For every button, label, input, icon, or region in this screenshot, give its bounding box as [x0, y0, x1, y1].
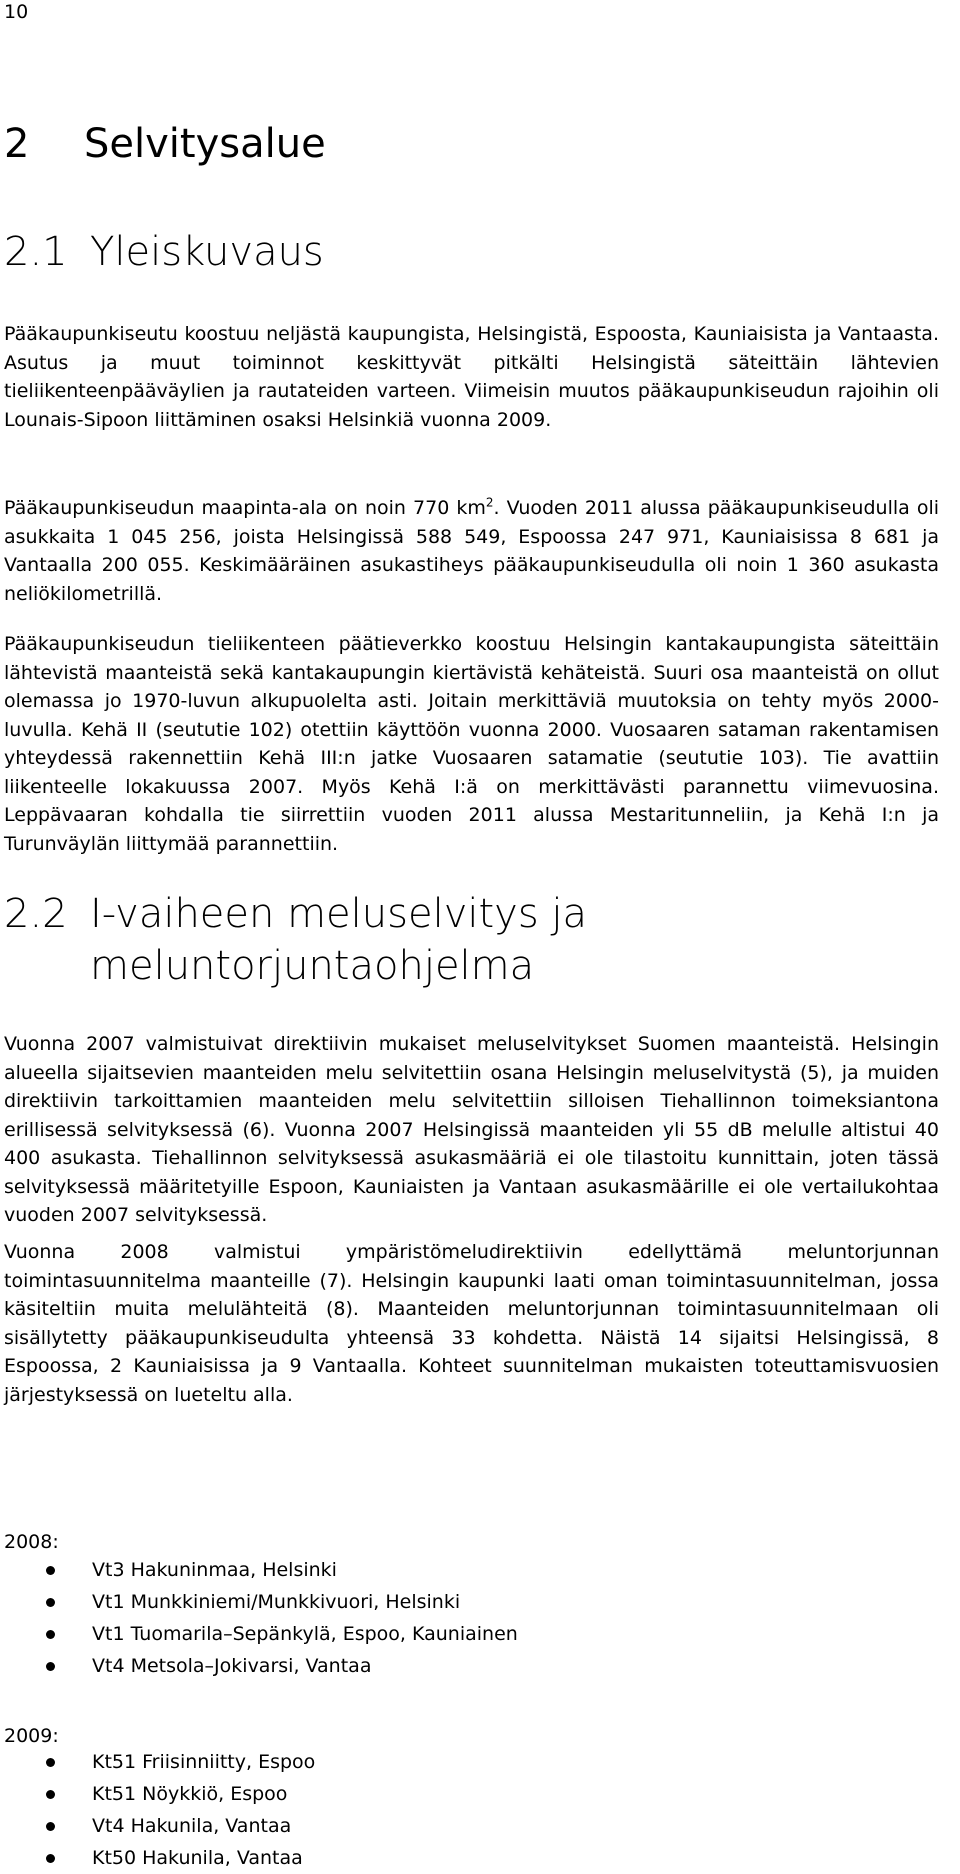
paragraph: Vuonna 2008 valmistui ympäristömeludirektiivin edellyttämä meluntorjunnan toimintasuunnitelma maanteille (7). Helsingin kaupunki laati oman toimintasuunnitelman, jossa käsiteltiin muita melulähteitä (8). Maanteiden meluntorjunnan toimintasuunnitelmaan oli sisällytetty pääkaupunkiseudulta yhteensä 33 kohdetta. Näistä 14 sijaitsi Helsingissä, 8 Espoossa, 2 Kauniaisissa ja 9 Vantaalla. Kohteet suunnitelman mukaisten toteuttamisvuosien järjestyksessä on lueteltu alla.	[4, 1241, 939, 1406]
list-item-text: Vt4 Metsola–Jokivarsi, Vantaa	[92, 1655, 372, 1677]
section-title-line-1: I-vaiheen meluselvitys ja	[90, 891, 588, 937]
paragraph: Vuonna 2007 valmistuivat direktiivin mukaiset meluselvitykset Suomen maanteistä. Helsingin alueella sijaitsevien maanteiden melu selvitettiin osana Helsingin meluselvitystä (5), ja muiden direktiivin tarkoittamien maanteiden melu selvitettiin silloisen Tiehallinnon toimeksiantona erillisessä selvityksessä (6). Vuonna 2007 Helsingissä maanteiden yli 55 dB melulle altistui 40 400 asukasta. Tiehallinnon selvityksessä asukasmääriä ei ole tilastoitu kunnittain, joten tässä selvityksessä määritetyille Espoon, Kauniaisten ja Vantaan asukasmäärille ei ole vertailukohtaa vuoden 2007 selvityksessä.	[4, 1033, 939, 1226]
bullet-list-2009	[0, 1746, 315, 1874]
list-item	[0, 1554, 518, 1586]
list-label-2008: 2008:	[4, 1531, 59, 1553]
paragraph-area	[4, 494, 939, 608]
list-item	[0, 1586, 518, 1618]
list-label-2009: 2009:	[4, 1725, 59, 1747]
area-suffix: .	[493, 497, 507, 519]
bullet-icon	[46, 1630, 55, 1639]
section-title: Yleiskuvaus	[90, 229, 324, 275]
paragraph: Pääkaupunkiseudun tieliikenteen päätieverkko koostuu Helsingin kantakaupungista säteittäin lähtevistä maanteistä sekä kantakaupungin kiertävistä kehäteistä. Suuri osa maanteistä on ollut olemassa jo 1970-luvun alkupuolelta asti. Joitain merkittäviä muutoksia on tehty myös 2000-luvulla. Kehä II (seututie 102) otettiin käyttöön vuonna 2000. Vuosaaren sataman rakentamisen yhteydessä rakennettiin Kehä III:n jatke Vuosaaren satamatie (seututie 103). Tie avattiin liikenteelle lokakuussa 2007. Myös Kehä I:ä on merkittävästi parannettu viimevuosina. Leppävaaran kohdalla tie siirrettiin vuoden 2011 alussa Mestaritunneliin, ja Kehä I:n ja Turunväylän liittymää parannettiin.	[4, 633, 939, 855]
area-text: Pääkaupunkiseudun maapinta-ala on noin 770 km	[4, 497, 486, 519]
list-item	[0, 1618, 518, 1650]
chapter-title: Selvitysalue	[84, 121, 326, 167]
paragraph: Pääkaupunkiseutu koostuu neljästä kaupungista, Helsingistä, Espoosta, Kauniaisista ja Vantaasta. Asutus ja muut toiminnot keskittyvät pitkälti Helsingistä säteittäin lähtevien tieliikenteenpääväylien ja rautateiden varteen. Viimeisin muutos pääkaupunkiseudun rajoihin oli Lounais-Sipoon liittäminen osaksi Helsinkiä vuonna 2009.	[4, 323, 939, 431]
section-number: 2.1	[4, 229, 68, 275]
list-item-text: Kt51 Nöykkiö, Espoo	[92, 1783, 288, 1805]
chapter-number: 2	[4, 121, 30, 167]
bullet-icon	[46, 1662, 55, 1671]
bullet-icon	[46, 1790, 55, 1799]
bullet-list-2008	[0, 1554, 518, 1682]
list-item	[0, 1746, 315, 1778]
list-item-text: Vt3 Hakuninmaa, Helsinki	[92, 1559, 337, 1581]
page-number: 10	[4, 1, 29, 23]
list-item-text: Kt50 Hakunila, Vantaa	[92, 1847, 303, 1869]
section-title	[90, 888, 587, 992]
bullet-icon	[46, 1822, 55, 1831]
section-heading-2-2	[4, 888, 587, 992]
list-item	[0, 1810, 315, 1842]
list-item-text: Vt4 Hakunila, Vantaa	[92, 1815, 292, 1837]
bullet-icon	[46, 1758, 55, 1767]
bullet-icon	[46, 1854, 55, 1863]
section-title-line-2: meluntorjuntaohjelma	[90, 943, 535, 989]
list-item	[0, 1842, 315, 1874]
section-heading-2-1	[4, 226, 324, 278]
chapter-heading	[4, 118, 326, 170]
list-item	[0, 1650, 518, 1682]
list-item	[0, 1778, 315, 1810]
list-item-text: Kt51 Friisinniitty, Espoo	[92, 1751, 316, 1773]
bullet-icon	[46, 1566, 55, 1575]
population-text: Vuoden 2011 alussa pääkaupunkiseudulla oli asukkaita 1 045 256, joista Helsingissä 588 549, Espoossa 247 971, Kauniaisissa 8 681 ja Vantaalla 200 055. Keskimääräinen asukastiheys pääkaupunkiseudulla oli noin 1 360 asukasta neliökilometrillä.	[4, 497, 940, 605]
area-superscript: 2	[485, 495, 494, 510]
bullet-icon	[46, 1598, 55, 1607]
section-number: 2.2	[4, 891, 68, 937]
list-item-text: Vt1 Tuomarila–Sepänkylä, Espoo, Kauniainen	[92, 1623, 518, 1645]
list-item-text: Vt1 Munkkiniemi/Munkkivuori, Helsinki	[92, 1591, 461, 1613]
